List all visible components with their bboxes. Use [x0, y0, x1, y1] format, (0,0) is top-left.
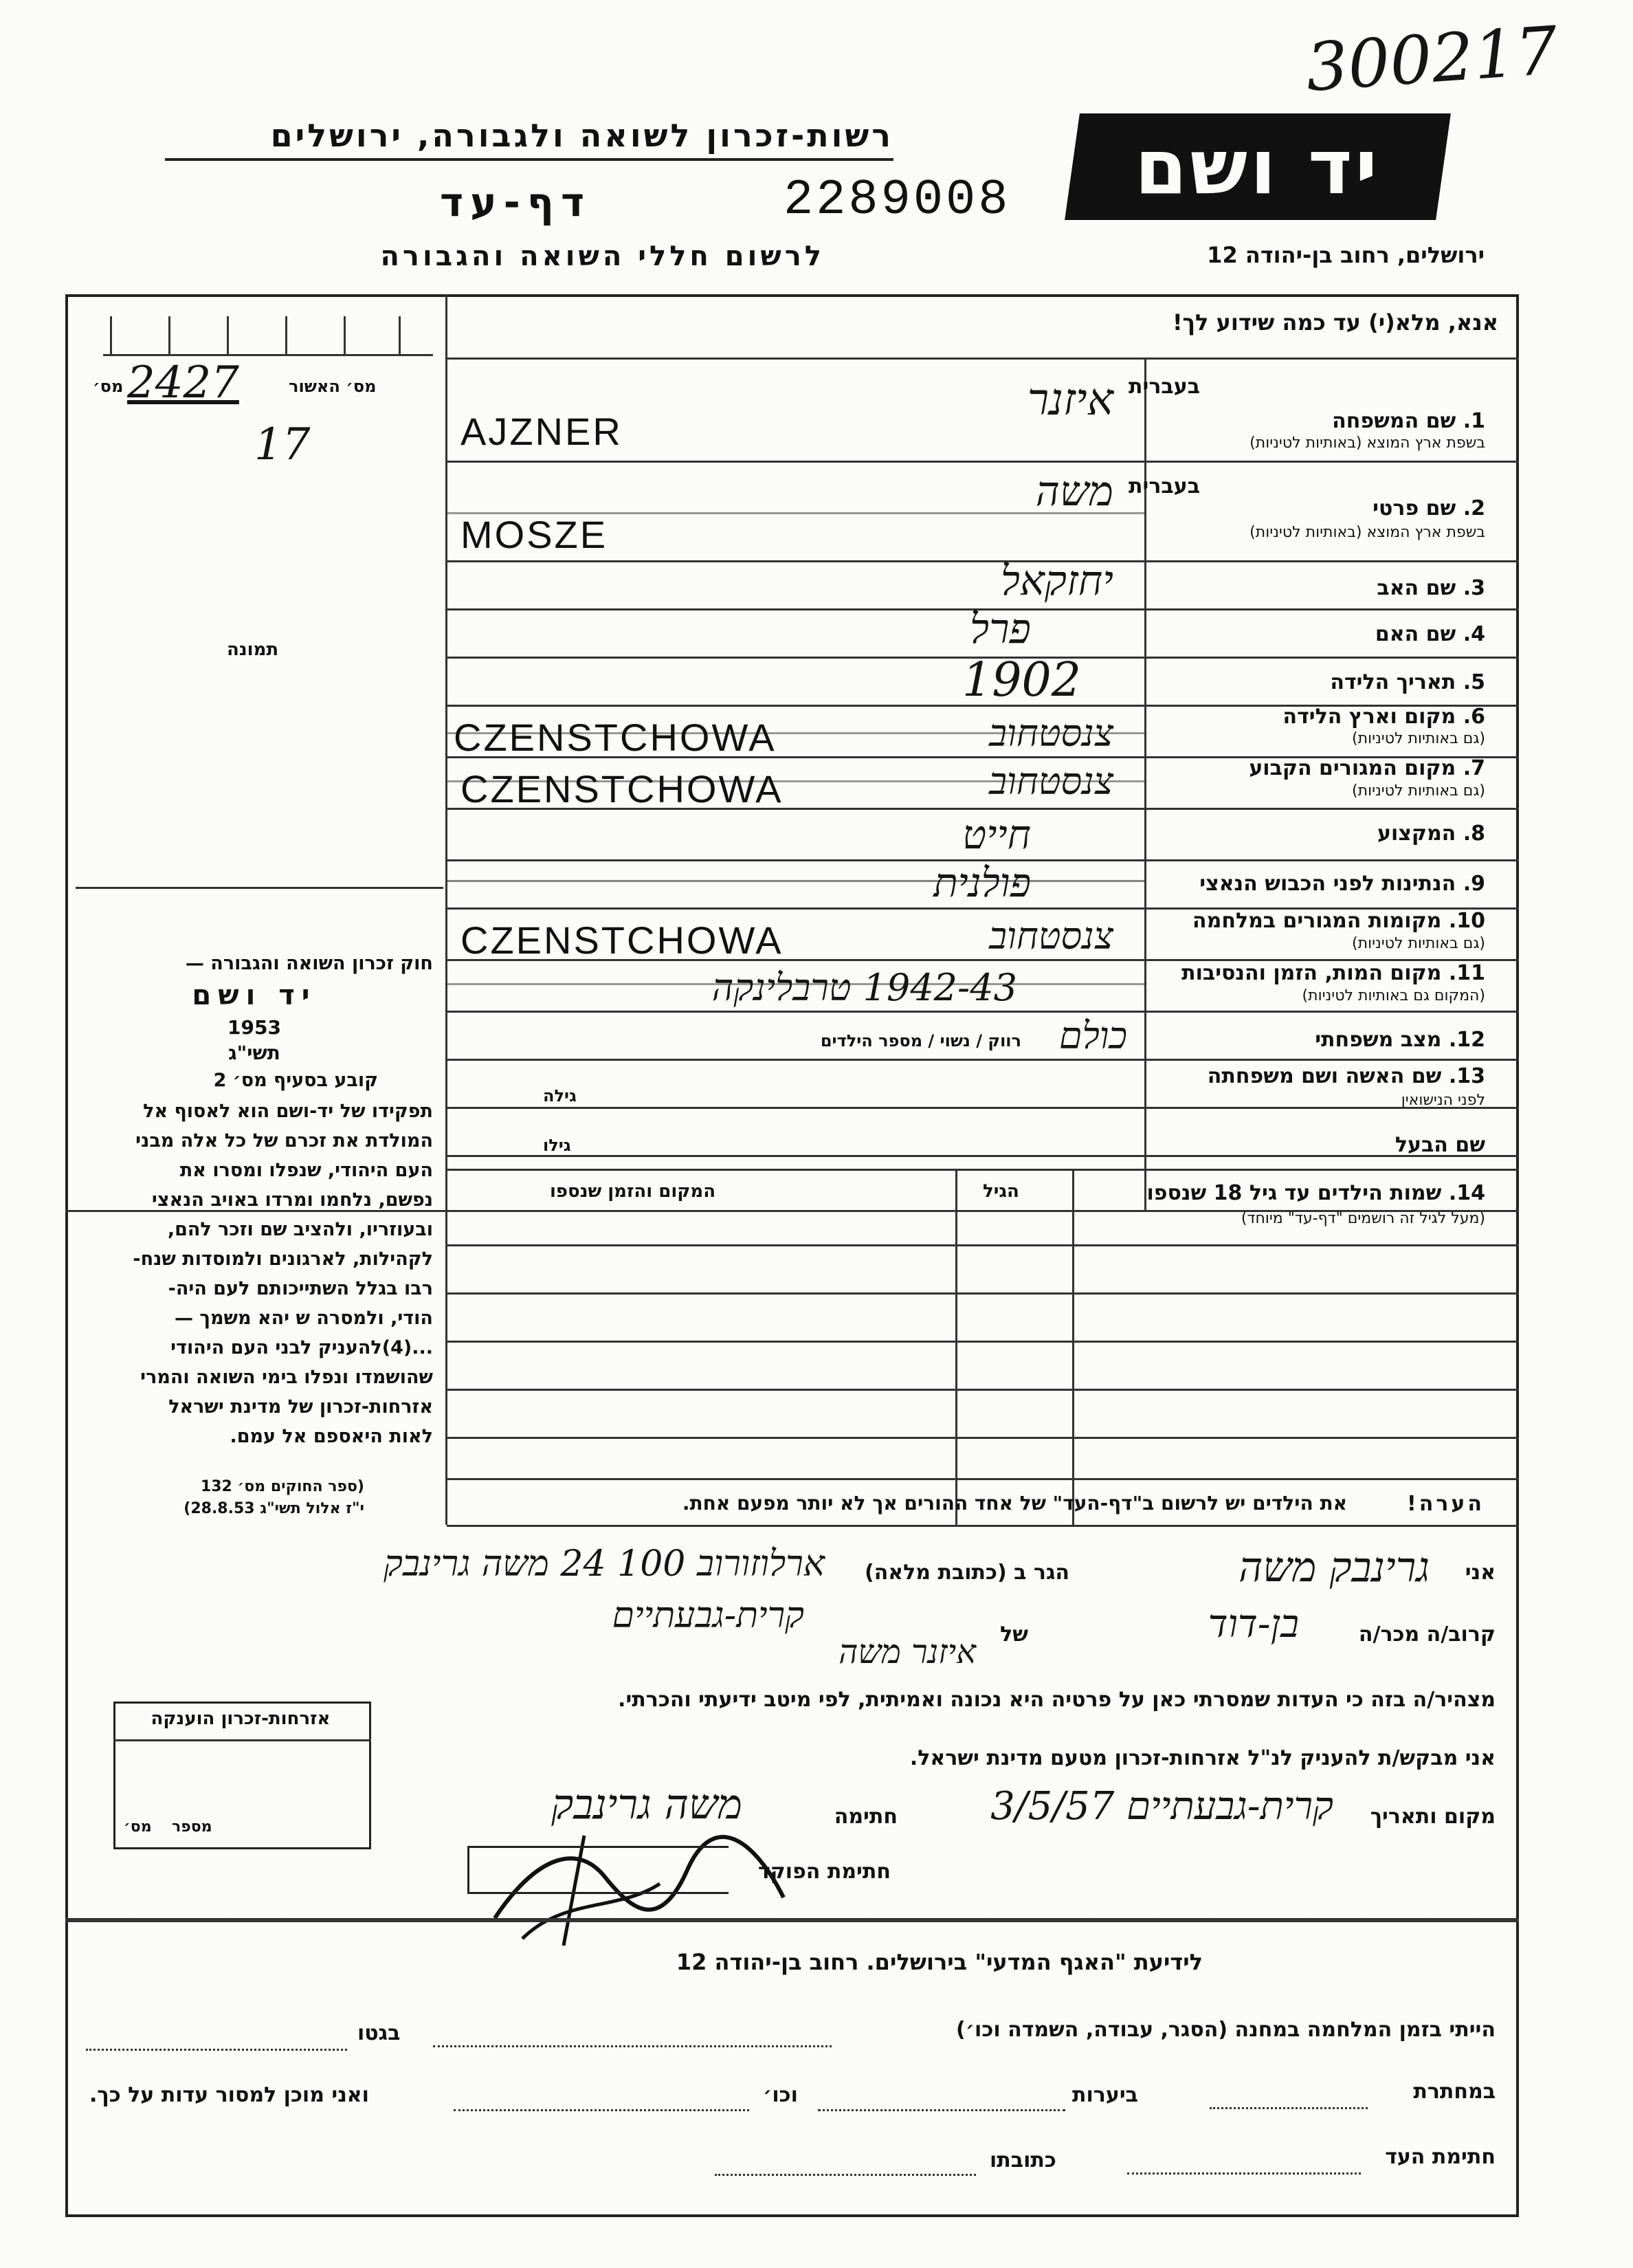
surname-latin-value: AJZNER: [460, 410, 623, 453]
law-name: יד ושם: [192, 980, 317, 1011]
footer-forest-label: ביערות: [1072, 2083, 1138, 2107]
birth-place-label: [1283, 705, 1485, 729]
note-label: הערה!: [1407, 1492, 1485, 1516]
residence-num: 7.: [1463, 756, 1485, 780]
relative-label: קרוב/ה מכר/ה: [1358, 1622, 1496, 1647]
death-sub: (המקום גם באותיות לטיניות): [1302, 987, 1485, 1004]
footer-willing-label: ואני מוכן למסור עדות על כך.: [89, 2083, 369, 2107]
birth-date-value: 1902: [962, 653, 1082, 707]
residence-sub: (גם באותיות לטיניות): [1352, 782, 1485, 800]
war-residence-hebrew-value: צנסטחוב: [989, 914, 1113, 958]
citizenship-number-label: מספר: [172, 1818, 212, 1836]
citizenship-no-label: מס׳: [124, 1818, 152, 1836]
officer-box: [467, 1846, 729, 1894]
law-line: לקהילות, לארגונים ולמוסדות שנח-: [133, 1248, 433, 1270]
birth-date-label: [1330, 670, 1485, 694]
law-line: שהושמדו ונפלו בימי השואה והמרי: [140, 1367, 433, 1388]
children-col-age: הגיל: [983, 1181, 1019, 1202]
signature-value: משה גרינבק: [551, 1781, 742, 1829]
prewar-value: פולנית: [933, 859, 1031, 906]
prewar-num: 9.: [1463, 872, 1485, 896]
death-label-text: מקום המות, הזמן והנסיבות: [1181, 961, 1442, 985]
note-text: את הילדים יש לרשום ב"דף-העד" של אחד ההורים אך לא יותר מפעם אחת.: [682, 1492, 1347, 1515]
law-hebrew-year: תשי"ג: [228, 1042, 280, 1064]
registration-extra: 17: [254, 419, 311, 470]
request: אני מבקש/ת להעניק לנ"ל אזרחות-זכרון מטעם מדינת ישראל.: [909, 1746, 1496, 1770]
first-name-hebrew-value: משה: [1035, 467, 1113, 516]
death-num: 11.: [1448, 961, 1485, 985]
war-residence-latin-value: CZENSTCHOWA: [460, 918, 784, 962]
profession-label: [1377, 822, 1485, 846]
law-title: חוק זכרון השואה והגבורה —: [185, 953, 433, 974]
law-lines: [76, 1097, 433, 1451]
birth-date-num: 5.: [1463, 670, 1485, 694]
form-purpose: לרשום חללי השואה והגבורה: [380, 241, 825, 272]
profession-label-text: המקצוע: [1377, 822, 1456, 846]
birth-place-label-text: מקום וארץ הלידה: [1282, 705, 1456, 729]
law-source-date: י"ז אלול תשי"ג 28.8.53): [184, 1500, 364, 1517]
footer-camp-label: הייתי בזמן המלחמה במחנה (הסגר, עבודה, השמדה וכו׳): [956, 2018, 1496, 2042]
law-line: אזרחות-זכרון של מדינת ישראל: [168, 1396, 433, 1418]
hebrew-label-1: בעברית: [1129, 375, 1200, 399]
declarant-name-value: גרינבק משה: [1238, 1543, 1430, 1592]
statement: מצהיר/ה בזה כי העדות שמסרתי כאן על פרטיה היא נכונה ואמיתית, לפי מיטב ידיעתי והכרתי.: [618, 1688, 1496, 1712]
footer-etc-line: [454, 2109, 749, 2111]
registration-label: מס׳ האשור: [289, 377, 377, 396]
war-residence-sub: (גם באותיות לטיניות): [1352, 935, 1485, 952]
profession-value: חייט: [962, 811, 1031, 858]
footer-notice: [481, 1949, 1203, 1975]
prewar-label: [1199, 872, 1485, 896]
father-label-text: שם האב: [1377, 576, 1456, 600]
logo-text: יד ושם: [1135, 122, 1381, 211]
war-residence-num: 10.: [1448, 909, 1485, 933]
war-residence-label: [1192, 909, 1485, 933]
husband-label: שם הבעל: [1395, 1133, 1485, 1157]
mother-value: פרל: [970, 605, 1031, 653]
children-num: 14.: [1448, 1181, 1485, 1205]
family-status-options: רווק / נשוי / מספר הילדים: [820, 1031, 1021, 1050]
law-source: (ספר החוקים מס׳ 132: [200, 1478, 364, 1495]
residence-label-text: מקום המגורים הקבוע: [1249, 756, 1456, 780]
surname-sub: בשפת ארץ המוצא (באותיות לטיניות): [1249, 434, 1485, 452]
residence-hebrew-value: צנסטחוב: [989, 760, 1113, 803]
first-name-latin-value: MOSZE: [460, 513, 608, 556]
footer-underground-label: במחתרת: [1413, 2080, 1496, 2104]
law-line: נפשם, נלחמו ומרדו באויב הנאצי: [151, 1189, 433, 1211]
husband-age-label: גילו: [543, 1136, 571, 1155]
registration-number: 2427: [127, 357, 239, 408]
surname-label: [1332, 409, 1485, 433]
instruction: אנא, מלא(י) עד כמה שידוע לך!: [1172, 309, 1498, 335]
first-name-label-text: שם פרטי: [1373, 496, 1456, 520]
war-residence-label-text: מקומות המגורים במלחמה: [1192, 909, 1442, 933]
law-line: המולדת את זכרם של כל אלה מבני: [135, 1130, 433, 1152]
place-date-label: מקום ותאריך: [1370, 1805, 1496, 1829]
birth-date-label-text: תאריך הלידה: [1330, 670, 1456, 694]
form-number: 2289008: [784, 172, 1011, 228]
birth-place-hebrew-value: צנסטחוב: [989, 712, 1113, 755]
birth-place-num: 6.: [1463, 705, 1485, 729]
prewar-label-text: הנתינות לפני הכבוש הנאצי: [1199, 872, 1456, 896]
birth-place-sub: (גם באותיות לטיניות): [1352, 730, 1485, 747]
wife-sub: לפני הנישואין: [1401, 1092, 1485, 1109]
first-name-sub: בשפת ארץ המוצא (באותיות לטיניות): [1249, 524, 1485, 541]
hebrew-label-2: בעברית: [1129, 474, 1200, 498]
death-label: [1181, 961, 1485, 985]
surname-num: 1.: [1463, 409, 1485, 433]
footer-notice-dept: "האגף המדעי" בירושלים.: [866, 1949, 1126, 1975]
death-value: 1942-43 טרבלינקה: [711, 966, 1017, 1009]
footer-ghetto-line: [86, 2049, 347, 2051]
photo-label: תמונה: [227, 639, 279, 660]
of-label: של: [1000, 1622, 1028, 1647]
footer-notice-addr: רחוב בן-יהודה 12: [676, 1949, 859, 1975]
law-year: 1953: [227, 1016, 281, 1039]
children-sub: (מעל לגיל זה רושמים "דף-עד" מיוחד): [1241, 1210, 1485, 1227]
place-date-value: קרית-גבעתיים 3/5/57: [990, 1784, 1333, 1829]
mother-label-text: שם האם: [1375, 622, 1456, 646]
page-number: 300217: [1303, 12, 1560, 107]
family-status-label: [1315, 1028, 1485, 1052]
law-line: תפקידו של יד-ושם הוא לאסוף אל: [143, 1101, 433, 1122]
residence-label: [1249, 756, 1485, 780]
registration-no-label: מס׳: [93, 377, 124, 396]
of-value: איזנר משה: [838, 1633, 976, 1671]
footer-notice-prefix: לידיעת: [1133, 1949, 1203, 1975]
footer-witness-sig-line: [1127, 2172, 1361, 2175]
father-num: 3.: [1463, 576, 1485, 600]
family-status-value: כולם: [1058, 1014, 1127, 1057]
children-col-place: המקום והזמן שנספו: [550, 1181, 716, 1202]
law-section: קובע בסעיף מס׳ 2: [213, 1070, 378, 1091]
address-value: ארלוזורוב 100 24 משה גרינבק: [384, 1543, 825, 1585]
declarant-i-label: אני: [1465, 1561, 1496, 1585]
law-line: רבו בגלל השתייכותם לעם היה-: [168, 1278, 433, 1299]
family-status-num: 12.: [1448, 1028, 1485, 1052]
family-status-label-text: מצב משפחתי: [1315, 1028, 1442, 1052]
form-name: דף-עד: [440, 179, 592, 225]
footer-ghetto-label: בגטו: [357, 2021, 401, 2045]
law-line: ובעוזריו, ולהציב שם וזכר להם,: [167, 1219, 433, 1240]
children-label-text: שמות הילדים עד גיל 18 שנספו: [1146, 1181, 1442, 1205]
footer-etc-label: וכו׳: [763, 2083, 798, 2107]
residence-latin-value: CZENSTCHOWA: [460, 767, 784, 811]
footer-camp-line: [433, 2045, 832, 2047]
surname-label-text: שם המשפחה: [1332, 409, 1456, 433]
address: ירושלים, רחוב בן-יהודה 12: [1207, 242, 1485, 268]
father-value: יחזקאל: [1000, 557, 1113, 605]
mother-num: 4.: [1463, 622, 1485, 646]
law-line: ...(4)להעניק לבני העם היהודי: [170, 1337, 433, 1358]
first-name-label: [1373, 496, 1485, 520]
father-label: [1377, 576, 1485, 600]
relative-value: בן-דוד: [1208, 1602, 1299, 1647]
signature-label: חתימה: [834, 1805, 898, 1829]
children-label: [1146, 1181, 1485, 1205]
mother-label: [1375, 622, 1485, 646]
wife-label: [1208, 1064, 1485, 1088]
footer-witness-sig-label: חתימת העד: [1385, 2145, 1496, 2169]
wife-age-label: גילה: [543, 1086, 577, 1105]
profession-num: 8.: [1463, 822, 1485, 846]
footer-forest-line: [818, 2109, 1065, 2111]
law-line: הודי, ולמסרה ש יהא משמך —: [175, 1308, 433, 1329]
footer-underground-line: [1210, 2107, 1368, 2109]
law-line: לאות היאספם אל עמם.: [230, 1426, 433, 1447]
citizenship-title: אזרחות-זכרון הוענקה: [151, 1708, 331, 1729]
resides-label: הגר ב (כתובת מלאה): [864, 1561, 1069, 1585]
birth-place-latin-value: CZENSTCHOWA: [454, 716, 777, 759]
authority-title: רשות-זכרון לשואה ולגבורה, ירושלים: [165, 117, 893, 161]
officer-label: חתימת הפוקד: [758, 1860, 891, 1884]
registration-ticks: [103, 306, 433, 356]
footer-witness-addr-line: [715, 2174, 976, 2176]
law-line: העם היהודי, שנפלו ומסרו את: [179, 1160, 433, 1181]
yad-vashem-logo: [1065, 113, 1451, 220]
city-value: קרית-גבעתיים: [612, 1595, 804, 1636]
first-name-num: 2.: [1463, 496, 1485, 520]
wife-num: 13.: [1448, 1064, 1485, 1088]
wife-label-text: שם האשה ושם משפחתה: [1207, 1064, 1442, 1088]
footer-witness-addr-label: כתובתו: [990, 2148, 1056, 2172]
surname-hebrew-value: איזנר: [1027, 375, 1113, 426]
